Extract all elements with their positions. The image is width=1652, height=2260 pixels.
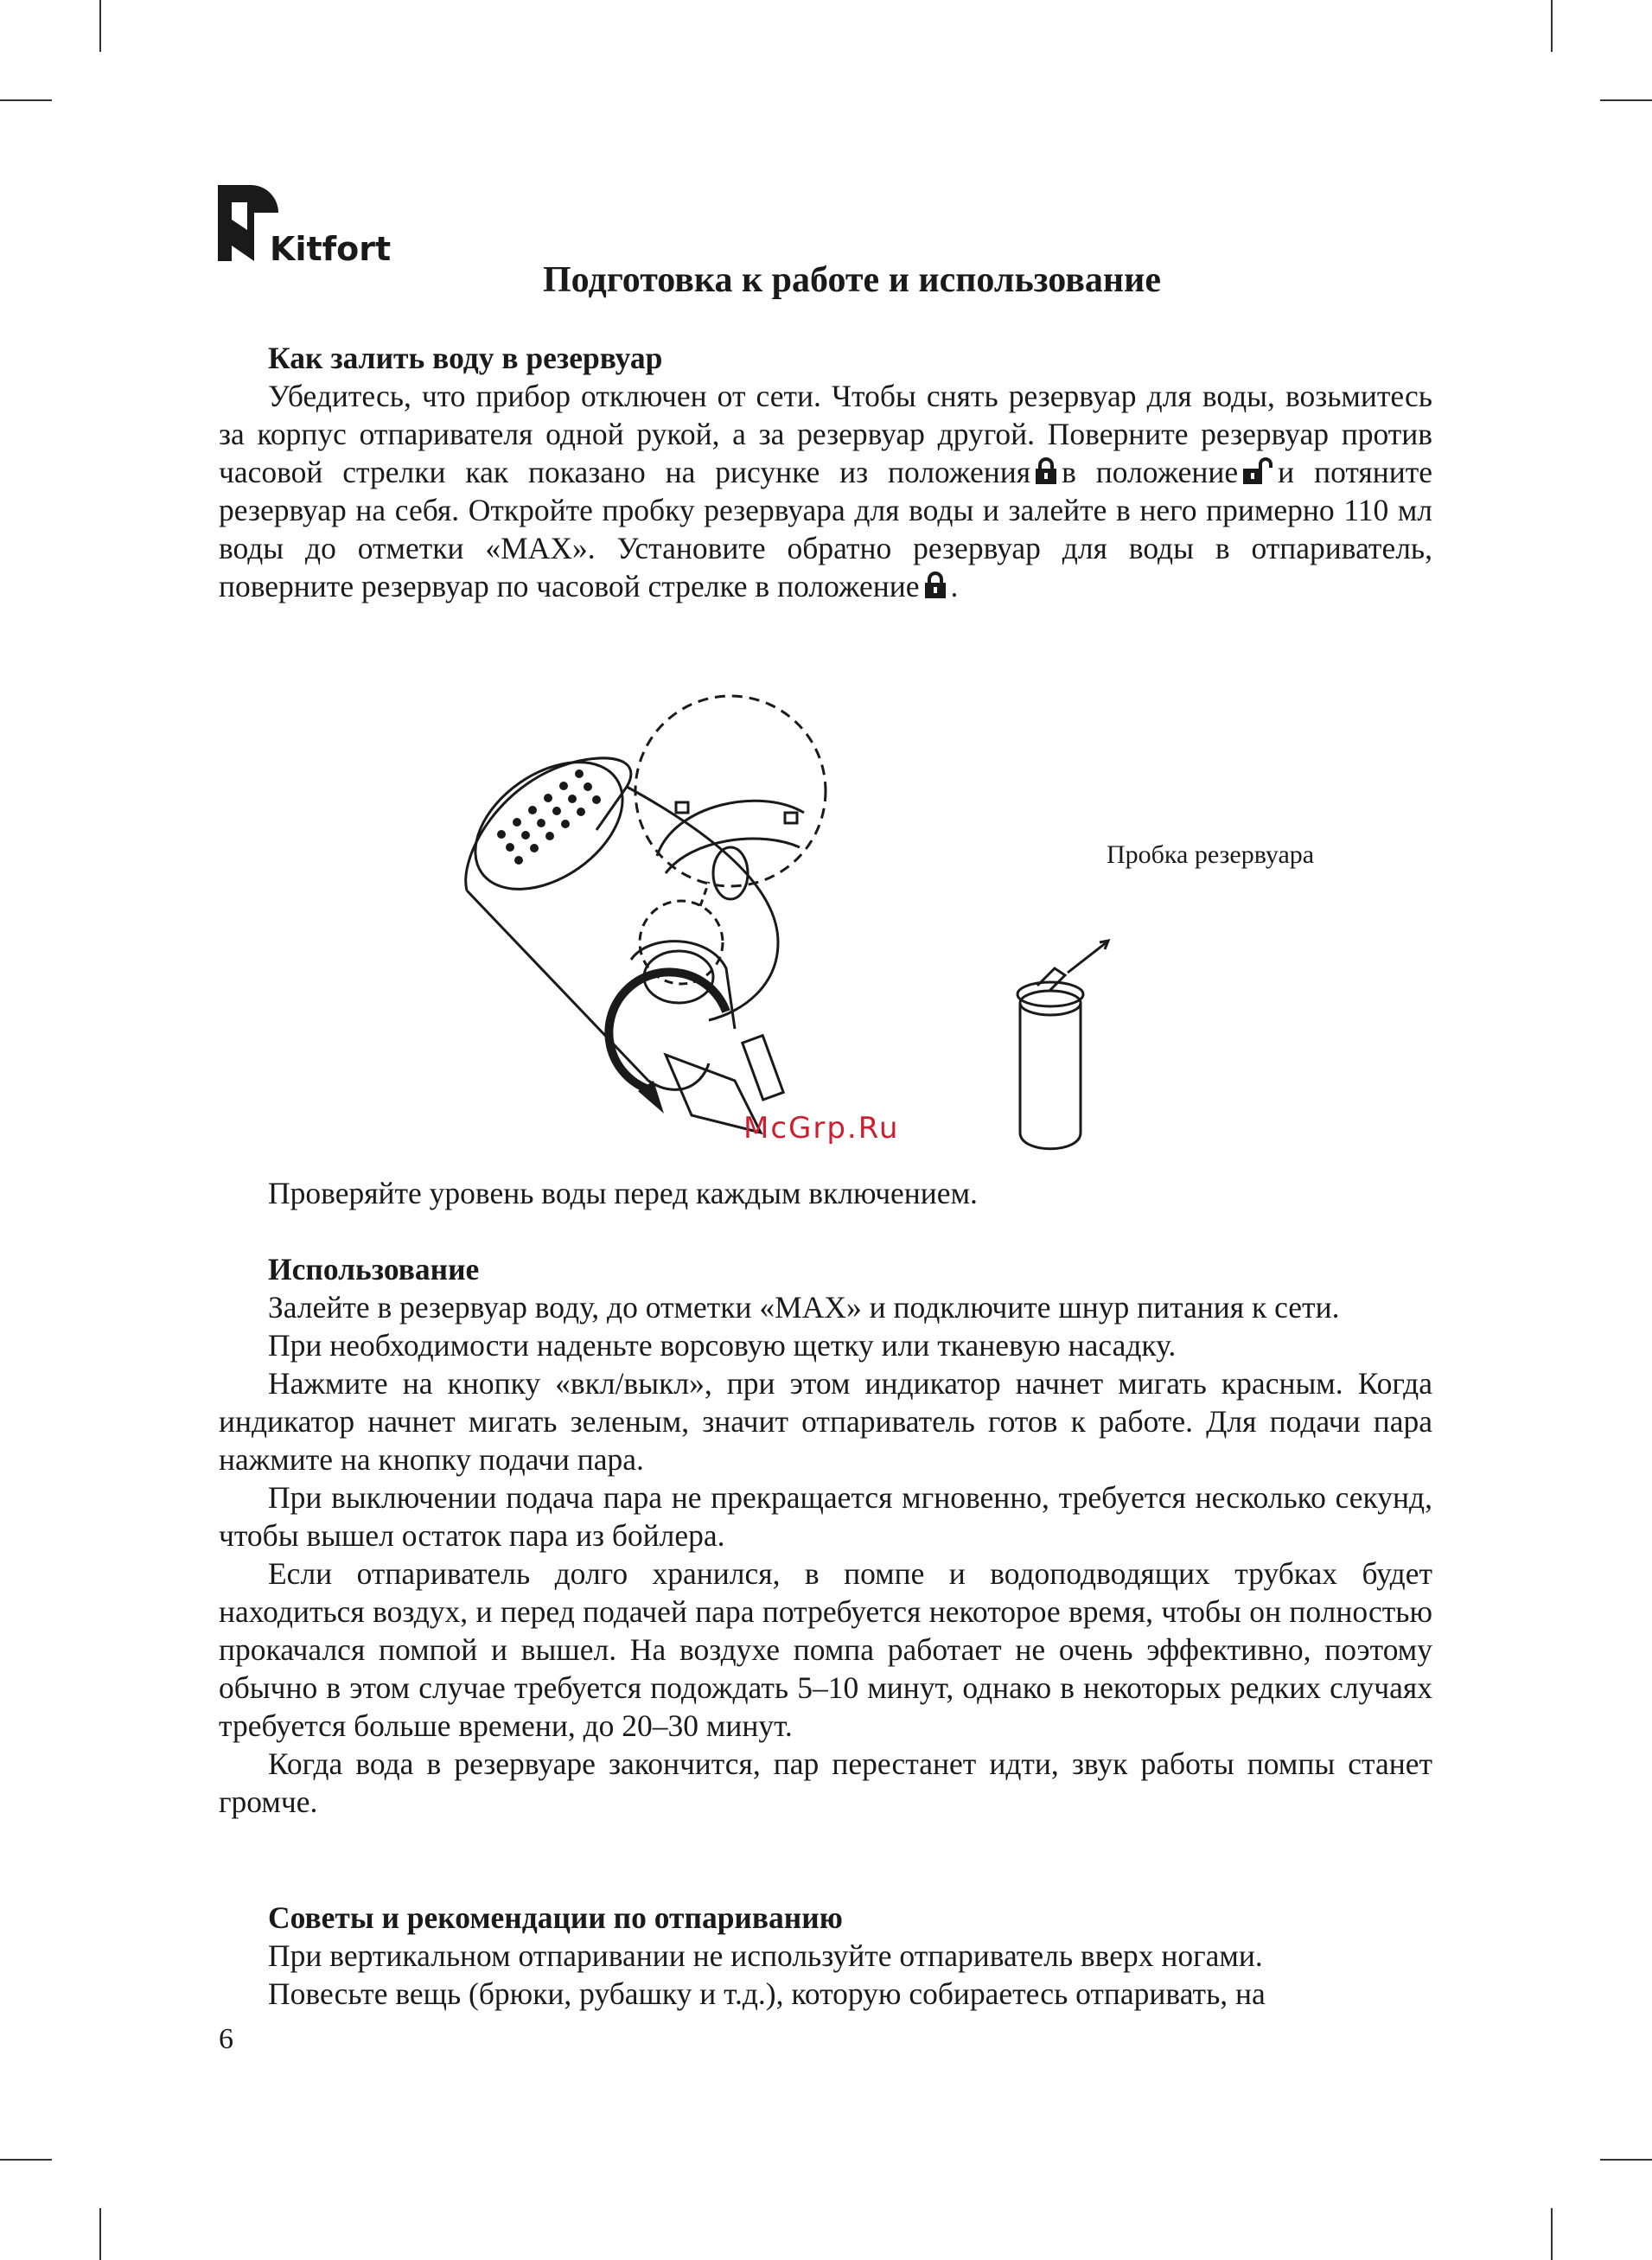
- section-heading: Советы и рекомендации по отпариванию: [268, 1900, 843, 1935]
- text-fragment: и потяните резервуар на себя. Откройте пробку резервуара для воды и залейте в него примерно 110 мл воды до отметки «MAX». Установите обратно резервуар для воды в отпариватель, поверните резервуар по часовой стрелке в положение: [219, 455, 1432, 603]
- paragraph: Если отпариватель долго хранился, в помпе и водоподводящих трубках будет находиться воздух, и перед подачей пара потребуется некоторое время, чтобы он полностью прокачался помпой и вышел. На воздухе помпа работает не очень эффективно, поэтому обычно в этом случае требуется подождать 5–10 минут, однако в некоторых редких случаях требуется больше времени, до 20–30 минут.: [219, 1556, 1432, 1743]
- lock-closed-icon: [1034, 457, 1058, 485]
- watermark: McGrp.Ru: [743, 1111, 900, 1146]
- crop-mark: [0, 2159, 52, 2161]
- text-fragment: .: [950, 569, 959, 603]
- crop-mark: [99, 0, 101, 52]
- paragraph: Нажмите на кнопку «вкл/выкл», при этом индикатор начнет мигать красным. Когда индикатор начнет мигать зеленым, значит отпариватель готов к работе. Для подачи пара нажмите на кнопку подачи пара.: [219, 1366, 1432, 1477]
- text-fragment: Убедитесь, что прибор отключен от сети. Чтобы снять резервуар для воды, возьмитесь за корпус отпаривателя одной рукой, а за резервуар другой. Поверните резервуар против часовой стрелки как показано на рисунке из положения: [219, 379, 1432, 489]
- section-heading: Использование: [268, 1252, 480, 1286]
- section-heading: Как залить воду в резервуар: [268, 341, 663, 375]
- kitfort-logo: [218, 185, 391, 271]
- steamer-illustration: [450, 683, 1366, 1167]
- crop-mark: [99, 2208, 101, 2260]
- lock-open-icon: [1241, 457, 1274, 485]
- paragraph: [219, 377, 1432, 605]
- paragraph: Залейте в резервуар воду, до отметки «MAX» и подключите шнур питания к сети.: [268, 1290, 1340, 1325]
- crop-mark: [1551, 2208, 1553, 2260]
- paragraph: Когда вода в резервуаре закончится, пар перестанет идти, звук работы помпы станет громче.: [219, 1746, 1432, 1819]
- section-fill-water: [219, 339, 1432, 605]
- crop-mark: [1600, 99, 1652, 101]
- paragraph: Повесьте вещь (брюки, рубашку и т.д.), которую собираетесь отпаривать, на: [268, 1976, 1266, 2011]
- section-usage: [219, 1250, 1432, 1821]
- paragraph: При выключении подача пара не прекращается мгновенно, требуется несколько секунд, чтобы вышел остаток пара из бойлера.: [219, 1480, 1432, 1553]
- page-title: Подготовка к работе и использование: [543, 260, 1161, 300]
- paragraph: Проверяйте уровень воды перед каждым включением.: [268, 1176, 978, 1210]
- check-note-block: [219, 1174, 1432, 1212]
- text-fragment: в положение: [1062, 455, 1239, 489]
- crop-mark: [1551, 0, 1553, 52]
- figure-callout: Пробка резервуара: [1107, 840, 1315, 869]
- page-number: 6: [219, 2023, 233, 2055]
- crop-mark: [0, 99, 52, 101]
- section-tips: [219, 1899, 1432, 2013]
- lock-closed-icon: [923, 571, 947, 599]
- steamer-body: [466, 758, 631, 891]
- paragraph: При необходимости наденьте ворсовую щетку или тканевую насадку.: [268, 1328, 1177, 1363]
- brand-name: Kitfort: [270, 230, 392, 268]
- paragraph: При вертикальном отпаривании не используйте отпариватель вверх ногами.: [268, 1938, 1263, 1973]
- crop-mark: [1600, 2159, 1652, 2161]
